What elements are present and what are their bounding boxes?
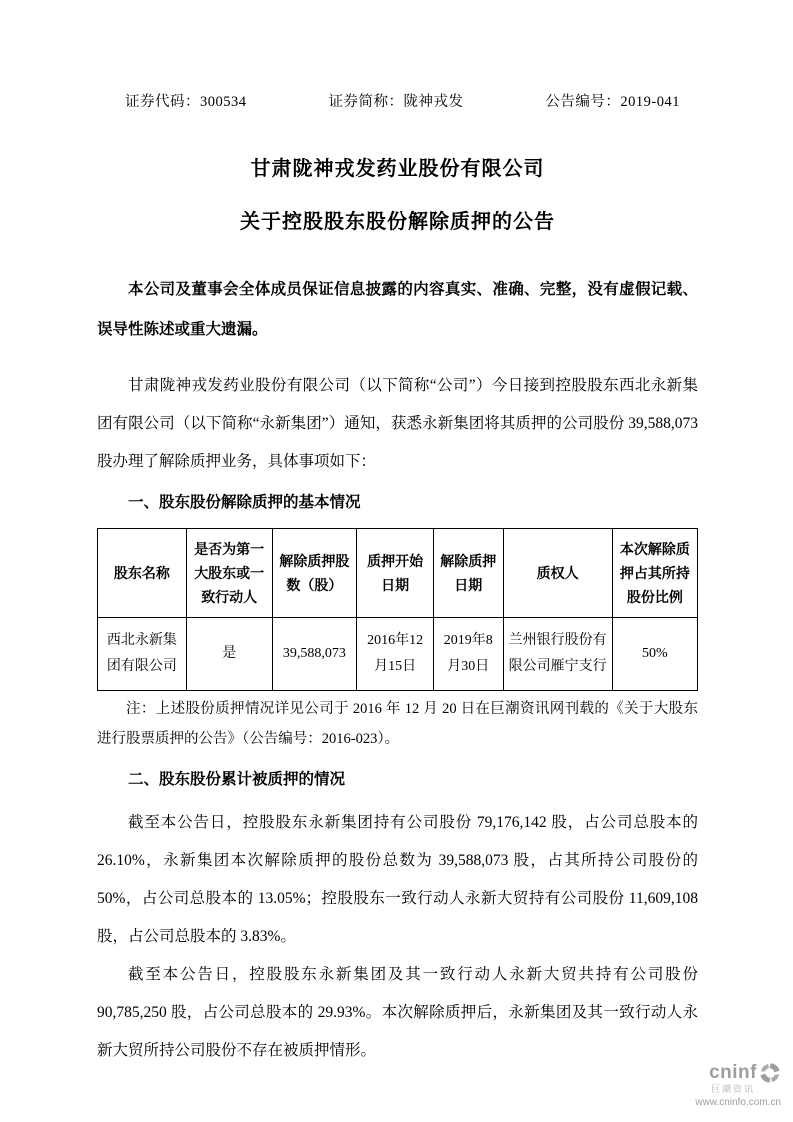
cninfo-swirl-icon [759, 1062, 781, 1084]
board-declaration: 本公司及董事会全体成员保证信息披露的内容真实、准确、完整，没有虚假记载、误导性陈述或重大遗漏。 [97, 281, 698, 338]
pledge-release-table [97, 528, 698, 691]
company-name-title: 甘肃陇神戎发药业股份有限公司 [250, 158, 545, 180]
col-header-released-shares: 解除质押股数（股） [272, 529, 357, 618]
col-header-shareholder-name: 股东名称 [98, 529, 187, 618]
col-header-pledgee: 质权人 [503, 529, 612, 618]
section2-paragraph1: 截至本公告日，控股股东永新集团持有公司股份 79,176,142 股，占公司总股本的 26.10%，永新集团本次解除质押的股份总数为 39,588,073 股，占其所持公司股份的 50%，占公司总股本的 13.05%；控股股东一致行动人永新大贸持有公司股份 11,609,108 股，占公司总股本的 3.83%。 [97, 814, 698, 945]
col-header-pledge-start-date: 质押开始日期 [357, 529, 434, 618]
cell-release-ratio: 50% [612, 618, 697, 691]
cell-pledgee: 兰州银行股份有限公司雁宁支行 [503, 618, 612, 691]
section1-heading: 一、股东股份解除质押的基本情况 [128, 494, 361, 511]
securities-info-line [97, 90, 698, 111]
cell-is-largest-shareholder: 是 [186, 618, 272, 691]
stock-code: 证券代码：300534 [125, 94, 247, 110]
intro-paragraph: 甘肃陇神戎发药业股份有限公司（以下简称“公司”）今日接到控股股东西北永新集团有限公司（以下简称“永新集团”）通知，获悉永新集团将其质押的公司股份 39,588,073 股办理了解除质押业务，具体事项如下： [97, 377, 698, 470]
cell-shareholder-name: 西北永新集团有限公司 [98, 618, 187, 691]
cninfo-brand-row [651, 1062, 781, 1084]
announcement-title: 关于控股股东股份解除质押的公告 [240, 211, 555, 233]
cninfo-url: www.cninfo.com.cn [695, 1097, 781, 1108]
announcement-number: 公告编号：2019-041 [545, 94, 680, 110]
section2-heading: 二、股东股份累计被质押的情况 [128, 771, 346, 788]
cninfo-watermark [651, 1062, 781, 1108]
cell-released-shares: 39,588,073 [272, 618, 357, 691]
col-header-is-largest-shareholder: 是否为第一大股东或一致行动人 [186, 529, 272, 618]
table-row [98, 618, 698, 691]
stock-short-name: 证券简称：陇神戎发 [328, 94, 464, 110]
cninfo-chinese-name: 巨潮资讯 [710, 1084, 755, 1095]
table-header-row [98, 529, 698, 618]
table-note: 注：上述股份质押情况详见公司于 2016 年 12 月 20 日在巨潮资讯网刊载的《关于大股东进行股票质押的公告》（公告编号：2016-023）。 [97, 701, 698, 747]
cell-release-date: 2019年8月30日 [433, 618, 503, 691]
cninfo-brand-text: cninf [709, 1062, 757, 1084]
col-header-release-ratio: 本次解除质押占其所持股份比例 [612, 529, 697, 618]
col-header-release-date: 解除质押日期 [433, 529, 503, 618]
cell-pledge-start-date: 2016年12月15日 [357, 618, 434, 691]
section2-paragraph2: 截至本公告日，控股股东永新集团及其一致行动人永新大贸共持有公司股份 90,785,250 股，占公司总股本的 29.93%。本次解除质押后，永新集团及其一致行动人永新大贸所持公司股份不存在被质押情形。 [97, 966, 698, 1059]
